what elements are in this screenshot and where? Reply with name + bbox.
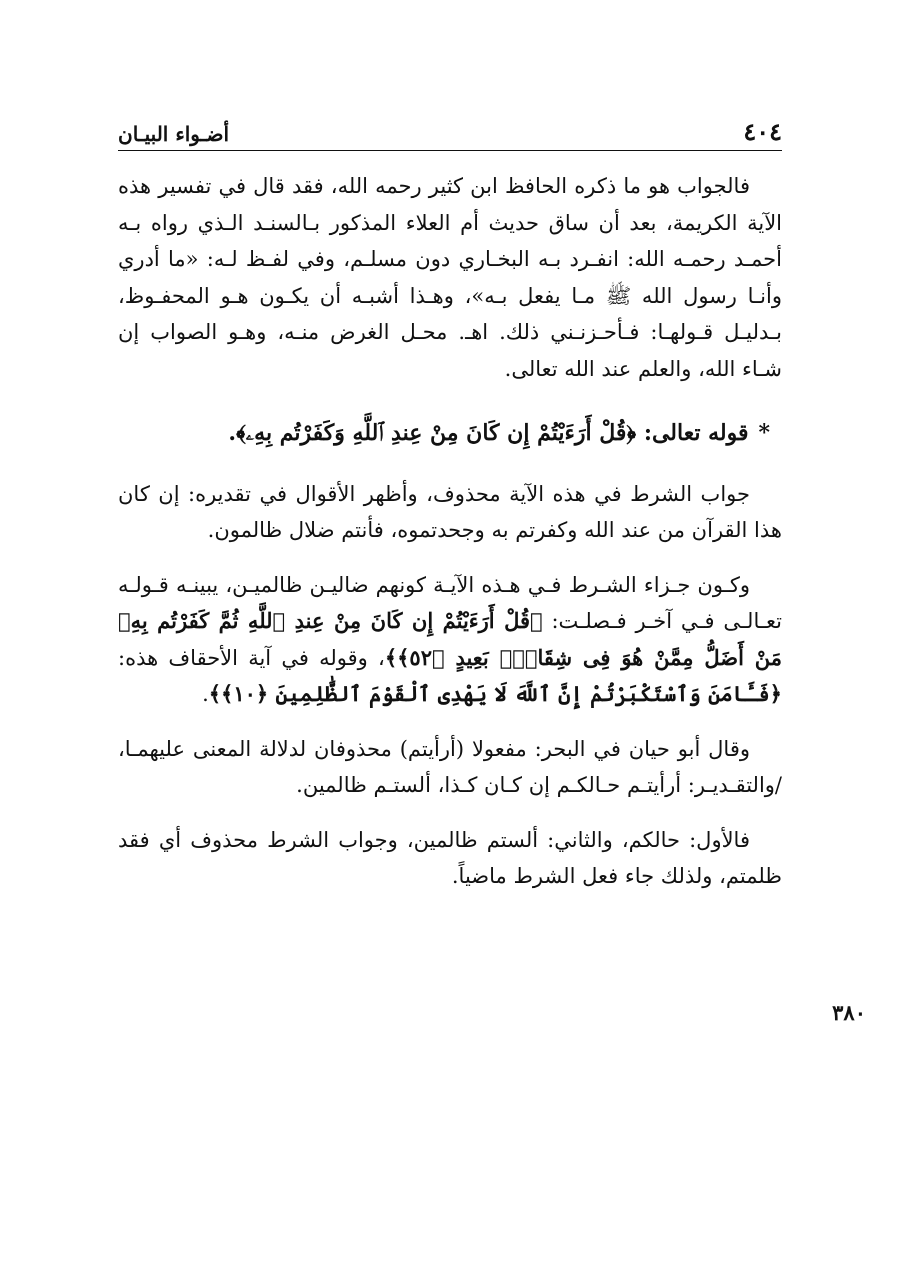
paragraph-5: فالأول: حالكم، والثاني: ألستم ظالمين، وجواب الشرط محذوف أي فقد ظلمتم، ولذلك جاء فعل الشرط ماضياً. bbox=[118, 827, 782, 888]
quran-verse-fussilat: ﴿قُلْ أَرَءَيْتُمْ إِن كَانَ مِنْ عِندِ ٱللَّهِ ثُمَّ كَفَرْتُم بِهِۦ مَنْ أَضَلُّ مِمَّنْ هُوَ فِى شِقَاقٍۭ بَعِيدٍ ﴿٥٢﴾﴾ bbox=[118, 608, 782, 670]
paragraph-3-middle: ، وقوله في آية الأحقاف هذه: bbox=[118, 645, 385, 670]
header-rule bbox=[118, 150, 782, 151]
star-marker: * bbox=[758, 420, 770, 446]
verse-heading bbox=[118, 415, 782, 452]
paragraph-1: فالجواب هو ما ذكره الحافظ ابن كثير رحمه الله، فقد قال في تفسير هذه الآية الكريمة، بعد أن ساق حديث أم العلاء المذكور بـالسنـد الـذي رواه بـه أحمـد رحمـه الله: انفـرد بـه البخـاري دون مسلـم، وفي لفـظ لـه: «ما أدري وأنـا رسول الله ﷺ مـا يفعل بـه»، وهـذا أشبـه أن يكـون هـو المحفـوظ، بـدليـل قـولهـا: فـأحـزنـني ذلك. اهـ. محـل الغرض منـه، وهـو الصواب إن شـاء الله، والعلم عند الله تعالى. bbox=[118, 174, 782, 381]
paragraph-3-end: . bbox=[202, 682, 209, 706]
paragraph-2: جواب الشرط في هذه الآية محذوف، وأظهر الأقوال في تقديره: إن كان هذا القرآن من عند الله وكفرتم به وجحدتموه، فأنتم ضلال ظالمون. bbox=[118, 481, 782, 542]
heading-verse: ﴿قُلْ أَرَءَيْتُمْ إِن كَانَ مِنْ عِندِ ٱللَّهِ وَكَفَرْتُم بِهِۦ﴾. bbox=[228, 420, 637, 446]
paragraph-3 bbox=[118, 567, 782, 713]
page-number: ٤٠٤ bbox=[743, 117, 782, 146]
paragraph-4: وقال أبو حيان في البحر: مفعولا (أرأيتم) محذوفان لدلالة المعنى عليهمـا، /والتقـديـر: أرأيتـم حـالكـم إن كـان كـذا، ألستـم ظالمين. bbox=[118, 736, 782, 797]
quran-verse-ahqaf: ﴿فَـَٔامَنَ وَٱسْتَكْبَرْتُمْ إِنَّ ٱللَّهَ لَا يَهْدِى ٱلْقَوْمَ ٱلظَّٰلِمِينَ ﴿١٠﴾﴾ bbox=[208, 681, 782, 706]
heading-label: قوله تعالى: bbox=[643, 420, 749, 446]
page-header bbox=[118, 112, 782, 146]
margin-page-reference: ٣٨٠ bbox=[832, 1000, 866, 1025]
running-title: أضـواء البيـان bbox=[118, 122, 230, 146]
page-body bbox=[118, 168, 782, 895]
paragraph-3-intro: وكـون جـزاء الشـرط فـي هـذه الآيـة كونهم ضاليـن ظالميـن، يبينـه قـولـه تعـالـى فـي آخـر فـصلـت: bbox=[118, 572, 782, 633]
